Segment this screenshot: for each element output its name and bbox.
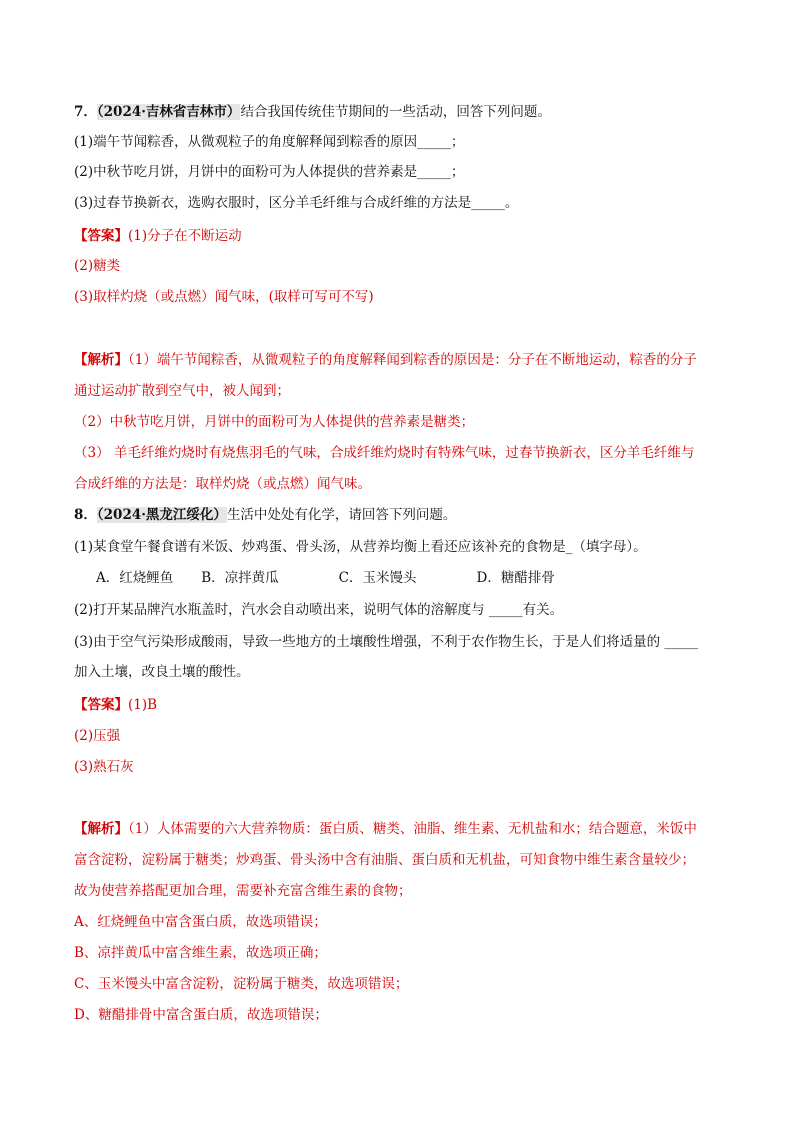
q8-analysis-d: D、糖醋排骨中富含蛋白质，故选项错误； [74,1007,328,1023]
q7-analysis-tag: 【解析】 [74,352,128,368]
q8-option-b: B．凉拌黄瓜 [201,570,279,586]
q8-analysis-l3: 故为使营养搭配更加合理，需要补充富含维生素的食物； [74,883,412,899]
q8-sub2: (2)打开某品牌汽水瓶盖时，汽水会自动喷出来，说明气体的溶解度与 _____有关。 [74,602,564,618]
q7-answer1-line [74,226,242,246]
q7-analysis-l1 [74,350,697,370]
q7-source: （2024·吉林省吉林市） [96,104,241,120]
q8-number: 8． [74,507,97,523]
q8-stem: 生活中处处有化学，请回答下列问题。 [226,507,457,523]
q7-stem: 结合我国传统佳节期间的一些活动，回答下列问题。 [240,104,551,120]
q7-number: 7． [74,104,97,120]
q8-option-c: C．玉米馒头 [338,570,417,586]
q8-analysis-l2: 富含淀粉，淀粉属于糖类；炒鸡蛋、骨头汤中含有油脂、蛋白质和无机盐，可知食物中维生素含量较少； [74,852,695,868]
q7-analysis-l5: 合成纤维的方法是：取样灼烧（或点燃）闻气味。 [74,476,371,492]
q7-analysis-text-1: （1）端午节闻粽香，从微观粒子的角度解释闻到粽香的原因是：分子在不断地运动，粽香的分子 [128,352,697,368]
q8-sub3-l2: 加入土壤，改良土壤的酸性。 [74,664,250,680]
q8-option-a: A．红烧鲤鱼 [96,570,174,586]
q8-answer-tag: 【答案】 [74,697,128,713]
q7-analysis-l3: （2）中秋节吃月饼，月饼中的面粉可为人体提供的营养素是糖类； [74,414,475,430]
q7-answer2: (2)糖类 [74,258,121,274]
q7-sub1: (1)端午节闻粽香，从微观粒子的角度解释闻到粽香的原因_____； [74,134,465,150]
q7-answer-tag: 【答案】 [74,228,128,244]
q8-answer2: (2)压强 [74,728,121,744]
q8-analysis-tag: 【解析】 [74,821,128,837]
q8-answer3: (3)熟石灰 [74,759,134,775]
q8-options [96,568,555,588]
q7-analysis-l4: （3） 羊毛纤维灼烧时有烧焦羽毛的气味，合成纤维灼烧时有特殊气味，过春节换新衣，区分羊毛纤维与 [74,445,695,461]
q7-answer1: (1)分子在不断运动 [128,228,242,244]
q8-analysis-c: C、玉米馒头中富含淀粉，淀粉属于糖类，故选项错误； [74,976,409,992]
q8-analysis-b: B、凉拌黄瓜中富含维生素，故选项正确； [74,945,327,961]
q7-sub3: (3)过春节换新衣，选购衣服时，区分羊毛纤维与合成纤维的方法是_____。 [74,195,519,211]
q8-analysis-l1 [74,819,697,839]
q8-analysis-text-1: （1）人体需要的六大营养物质：蛋白质、糖类、油脂、维生素、无机盐和水；结合题意，米饭中 [128,821,697,837]
q8-stem-line [74,505,456,525]
q7-analysis-l2: 通过运动扩散到空气中，被人闻到； [74,383,290,399]
q7-stem-line [74,102,551,122]
q7-answer3: (3)取样灼烧（或点燃）闻气味，(取样可写可不写) [74,289,374,305]
q8-sub1: (1)某食堂午餐食谱有米饭、炒鸡蛋、骨头汤，从营养均衡上看还应该补充的食物是_（填字母）。 [74,539,647,555]
q8-answer1: (1)B [128,697,158,713]
q8-sub3-l1: (3)由于空气污染形成酸雨，导致一些地方的土壤酸性增强，不利于农作物生长，于是人们将适量的 _____ [74,634,699,650]
q7-sub2: (2)中秋节吃月饼，月饼中的面粉可为人体提供的营养素是_____； [74,164,465,180]
q8-source: （2024·黑龙江绥化） [96,507,227,523]
q8-answer1-line [74,695,157,715]
q8-option-d: D．糖醋排骨 [476,570,555,586]
q8-analysis-a: A、红烧鲤鱼中富含蛋白质，故选项错误； [74,914,327,930]
